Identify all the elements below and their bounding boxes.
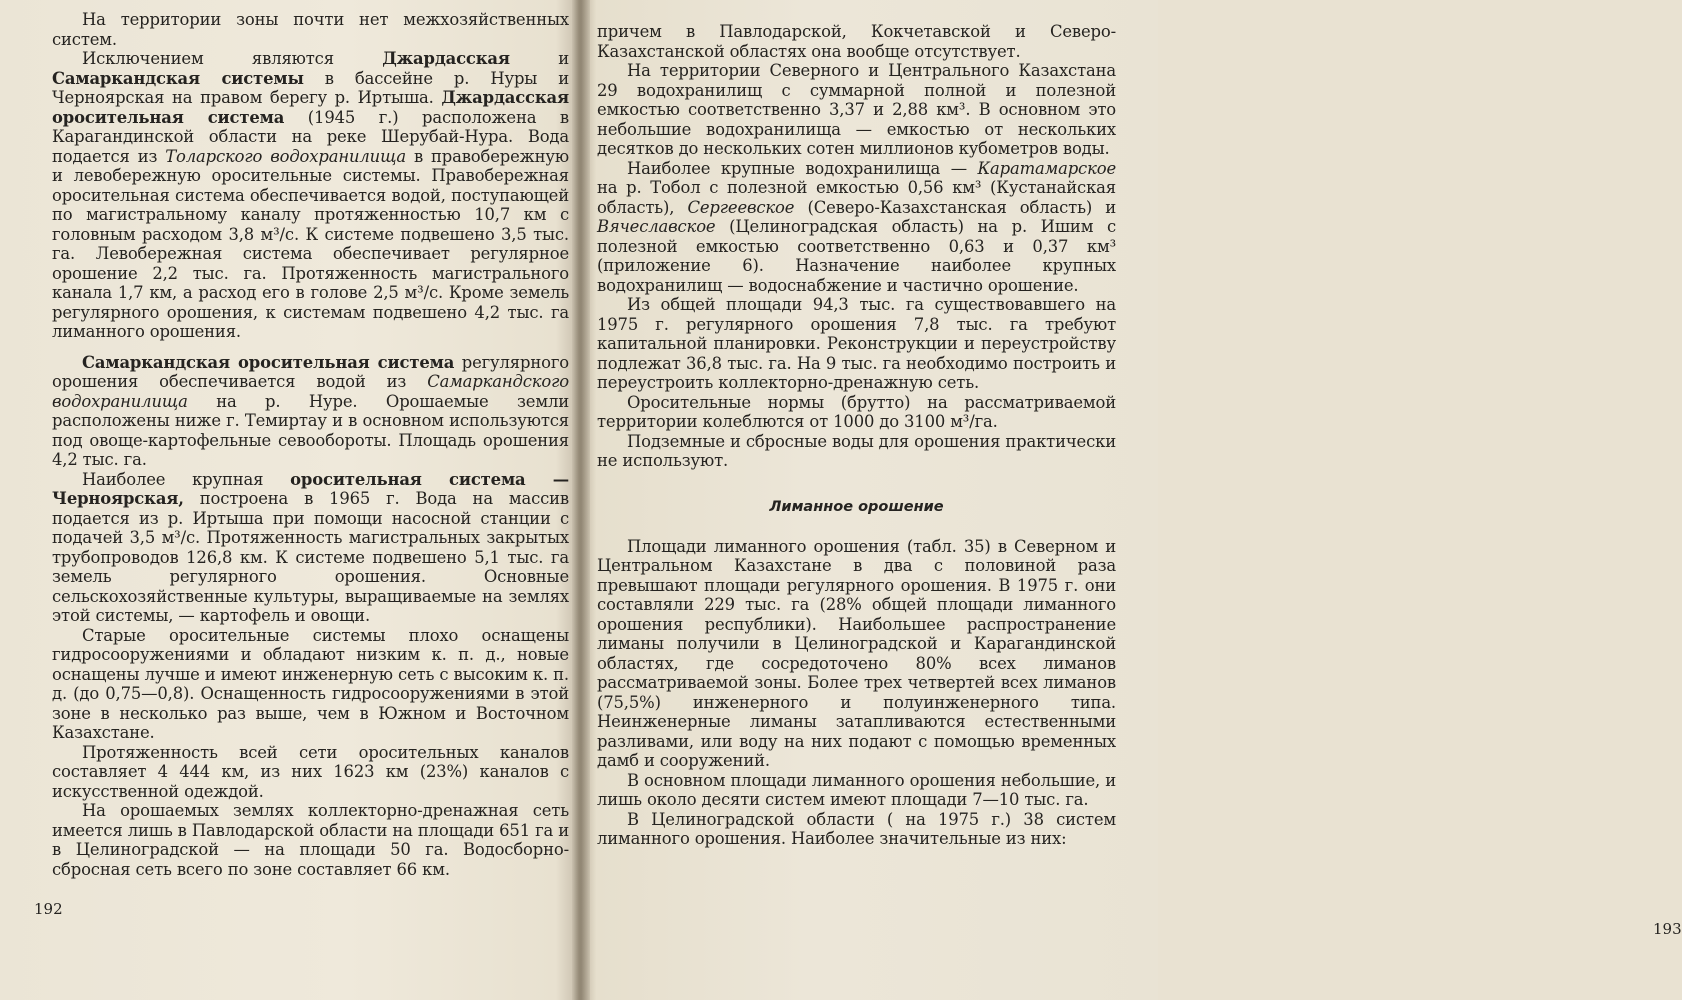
italic-term: Вячеславское	[597, 217, 716, 236]
paragraph: причем в Павлодарской, Кокчетавской и Северо-Казахстанской областях она вообще отсутствует.	[597, 22, 1116, 61]
paragraph: Старые оросительные системы плохо оснащены гидросооружениями и обладают низким к. п. д., новые оснащены лучше и имеют инженерную сеть с высоким к. п. д. (до 0,75—0,8). Оснащенность гидросооружениями в этой зоне в несколько раз выше, чем в Южном и Восточном Казахстане.	[52, 625, 569, 742]
text-run: (Целиноградская область) на р. Ишим с полезной емкостью соответственно 0,63 и 0,37 км³ (приложение 6). Назначение наиболее крупных водохранилищ — водоснабжение и частично орошение.	[597, 217, 1116, 295]
paragraph: На территории Северного и Центрального Казахстана 29 водохранилищ с суммарной полной и полезной емкостью соответственно 3,37 и 2,88 км³. В основном это небольшие водохранилища — емкостью от нескольких десятков до нескольких сотен миллионов кубометров воды.	[597, 61, 1116, 158]
page-number-left: 192	[34, 900, 63, 918]
bold-term: оросительная система — Черноярская,	[52, 469, 569, 508]
left-page-body	[52, 10, 569, 879]
text-run: в бассейне р. Нуры и Черноярская на правом берегу р. Иртыша.	[52, 68, 569, 107]
text-run: Наиболее крупные водохранилища —	[627, 158, 978, 178]
paragraph: Подземные и сбросные воды для орошения практически не используют.	[597, 431, 1116, 470]
text-run: Наиболее крупная	[82, 469, 291, 489]
italic-term: Каратамарское	[977, 158, 1116, 178]
text-run: построена в 1965 г. Вода на массив подается из р. Иртыша при помощи насосной станции с подачей 3,5 м³/с. Протяженность магистральных закрытых трубопроводов 126,8 км. К системе подвешено 5,1 тыс. га земель регулярного орошения. Основные сельскохозяйственные культуры, выращиваемые на землях этой системы, — картофель и овощи.	[52, 489, 569, 625]
right-page	[585, 0, 1682, 1000]
text-run: Исключением являются	[82, 49, 383, 68]
paragraph	[52, 49, 569, 342]
paragraph: На территории зоны почти нет межхозяйственных систем.	[52, 10, 569, 49]
paragraph: Из общей площади 94,3 тыс. га существовавшего на 1975 г. регулярного орошения 7,8 тыс. га требуют капитальной планировки. Реконструкции и переустройству подлежат 36,8 тыс. га. На 9 тыс. га необходимо построить и переустроить коллекторно-дренажную сеть.	[597, 295, 1116, 392]
page-number-right: 193	[1653, 920, 1682, 938]
text-run: (1945 г.) расположена в Карагандинской области на реке Шерубай-Нура. Вода подается из	[52, 107, 569, 166]
paragraph: Протяженность всей сети оросительных каналов составляет 4 444 км, из них 1623 км (23%) каналов с искусственной одеждой.	[52, 742, 569, 801]
text-run: (Северо-Казахстанская область) и	[794, 197, 1116, 217]
text-run: регулярного орошения обеспечивается водой из	[52, 352, 569, 391]
bold-term: Джардасская оросительная система	[52, 88, 569, 127]
bold-term: Джардасская	[382, 49, 510, 68]
bold-term: Самаркандская оросительная система	[82, 352, 455, 372]
bold-term: Самаркандская системы	[52, 68, 304, 88]
section-heading: Лиманное орошение	[769, 498, 944, 515]
paragraph	[52, 353, 569, 470]
left-page	[0, 0, 575, 1000]
right-page-body-bottom	[597, 537, 1116, 849]
paragraph	[597, 159, 1116, 296]
paragraph: В Целиноградской области ( на 1975 г.) 38 систем лиманного орошения. Наиболее значительные из них:	[597, 809, 1116, 848]
italic-term: Толарского водохранилища	[165, 146, 406, 166]
paragraph	[52, 470, 569, 626]
text-run: в правобережную и левобережную оросительные системы. Правобережная оросительная система обеспечивается водой, поступающей по магистральному каналу протяженностью 10,7 км с головным расходом 3,8 м³/с. К системе подвешено 3,5 тыс. га. Левобережная система обеспечивает регулярное орошение 2,2 тыс. га. Протяженность магистрального канала 1,7 км, а расход его в голове 2,5 м³/с. Кроме земель регулярного орошения, к системам подвешено 4,2 тыс. га лиманного орошения.	[52, 146, 569, 341]
right-page-body-top	[597, 22, 1116, 471]
paragraph: Площади лиманного орошения (табл. 35) в Северном и Центральном Казахстане в два с половиной раза превышают площади регулярного орошения. В 1975 г. они составляли 229 тыс. га (28% общей площади лиманного орошения республики). Наибольшее распространение лиманы получили в Целиноградской и Карагандинской областях, где сосредоточено 80% всех лиманов рассматриваемой зоны. Более трех четвертей всех лиманов (75,5%) инженерного и полуинженерного типа. Неинженерные лиманы затапливаются естественными разливами, или воду на них подают с помощью временных дамб и сооружений.	[597, 536, 1116, 770]
text-run: и	[509, 49, 569, 68]
paragraph: Оросительные нормы (брутто) на рассматриваемой территории колеблются от 1000 до 3100 м³/га.	[597, 392, 1116, 431]
italic-term: Сергеевское	[687, 197, 795, 217]
paragraph: На орошаемых землях коллекторно-дренажная сеть имеется лишь в Павлодарской области на площади 651 га и в Целиноградской — на площади 50 га. Водосборно-сбросная сеть всего по зоне составляет 66 км.	[52, 801, 569, 879]
paragraph: В основном площади лиманного орошения небольшие, и лишь около десяти систем имеют площади 7—10 тыс. га.	[597, 770, 1116, 809]
text-run: на р. Тобол с полезной емкостью 0,56 км³ (Кустанайская область),	[597, 178, 1116, 217]
text-run: на р. Нуре. Орошаемые земли расположены ниже г. Темиртау и в основном используются под овоще-картофельные севообороты. Площадь орошения 4,2 тыс. га.	[52, 391, 569, 469]
italic-term: Самаркандского водохранилища	[52, 372, 569, 411]
